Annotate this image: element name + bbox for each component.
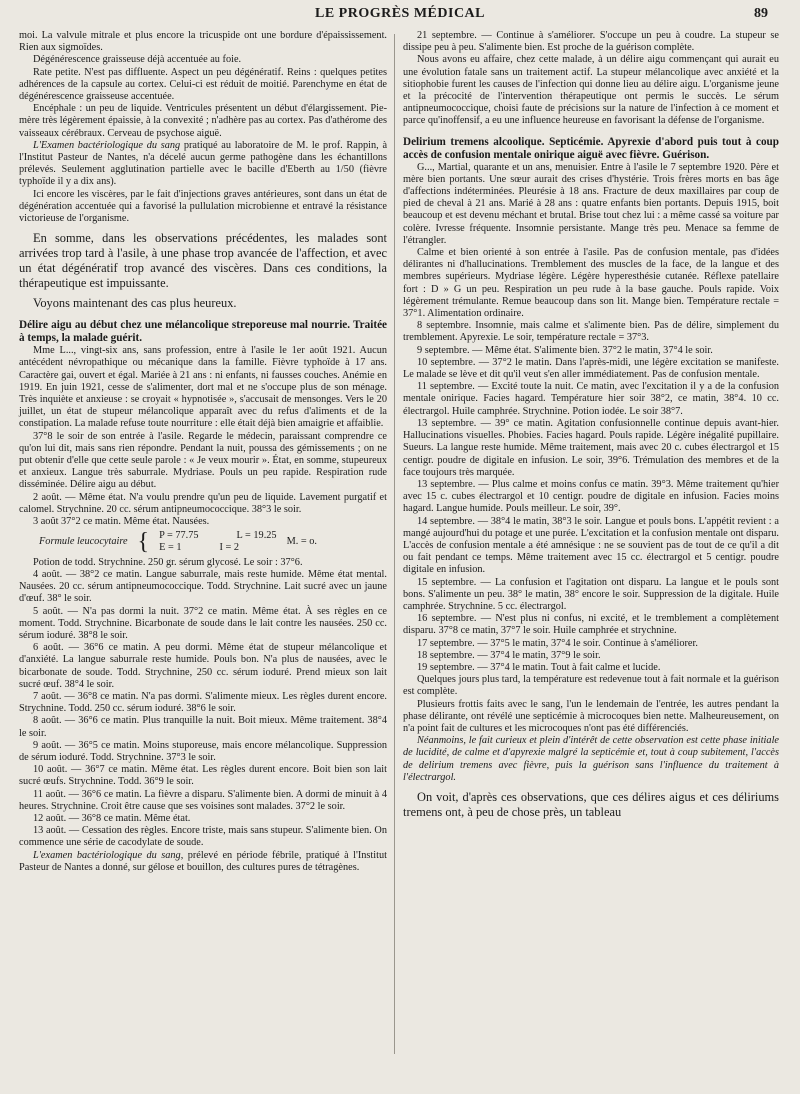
brace-glyph: { [137,529,150,556]
paragraph: Rate petite. N'est pas diffluente. Aspect un peu dégénératif. Reins : quelques petites adhérences de la capsule au cortex. Celui-ci est réduit de moitié. Parenchyme en état de dégénérescence graisseuse accentuée. [19,66,387,103]
page-header [0,4,800,24]
left-column [19,30,387,874]
column-divider [394,34,395,1054]
paragraph: 13 septembre. — Plus calme et moins confus ce matin. 39°3. Même traitement qu'hier avec 15 c. cubes électrargol et 10 centigr. poudre de digitale en infusion. Facies moins hagard. Langue humide. Pouls meilleur. Le soir, 39°. [403,478,779,515]
case-heading: Delirium tremens alcoolique. Septicémie. Apyrexie d'abord puis tout à coup accès de confusion mentale onirique aiguë avec fièvre. Guérison. [403,135,779,161]
paragraph: Potion de todd. Strychnine. 250 gr. sérum glycosé. Le soir : 37°6. [33,556,303,568]
transition-line: Voyons maintenant des cas plus heureux. [33,296,237,311]
summary-paragraph: En somme, dans les observations précédentes, les malades sont arrivées trop tard à l'asile, à une phase trop avancée de l'affection, et avec un état dégénératif trop avancé des viscères. Dans ces conditions, la thérapeutique est impuissante. [19,231,387,290]
paragraph: 6 août. — 36°6 ce matin. A peu dormi. Même état de stupeur mélancolique et d'anxiété. La langue saburrale reste humide. Pouls bon. N'a plus de nausées, avec le bicarbonate de soude. Todd. Strychnine, 250 cc. sérum ioduré. Prend mieux son lait sucré œuf. 38°4 le soir. [19,642,387,690]
paragraph: 21 septembre. — Continue à s'améliorer. S'occupe un peu à coudre. La stupeur se dissipe peu à peu. S'alimente bien. Est proche de la guérison complète. [403,30,779,54]
formula-l: L = 19.25 [236,530,277,542]
leukocyte-formula [39,530,387,554]
formula-i: I = 2 [219,542,240,554]
paragraph [19,140,387,189]
paragraph: Quelques jours plus tard, la température est redevenue tout à fait normale et la guérison est complète. [403,674,779,698]
formula-label: Formule leucocytaire [39,536,128,548]
italic-commentary: Néanmoins, le fait curieux et plein d'intérêt de cette observation est cette phase initiale de lucidité, de calme et d'apyrexie malgré la septicémie et, tout à coup subitement, l'accès de delirium tremens avec fièvre, puis la guérison sans l'influence du traitement à l'électrargol. [403,735,779,783]
paragraph: G..., Martial, quarante et un ans, menuisier. Entre à l'asile le 7 septembre 1920. Père et mère bien portants. Une sœur aurait des crises d'hystérie. Trois frères morts en bas âge d'affections indéterminées. Pleurésie à 18 ans. Fracture de deux maxillaires par coup de pied de cheval à 21 ans. Marié à 28 ans : quatre enfants bien portants. Depuis 1915, boit beaucoup et est devenu méchant et brutal. Brise tout chez lui : a même cassé sa voiture par colère. Ivresse fréquente. Insomnie persistante. Mange très peu. Menace sa femme de l'étrangler. [403,161,779,246]
formula-values [159,530,277,554]
paragraph-text: , prélevé en période fébrile, pratiqué à l'Institut Pasteur de Nantes a donné, sur gélose et bouillon, des cultures pures de tétragènes. [19,849,387,873]
formula-m: M. = o. [286,536,317,548]
paragraph: 8 août. — 36°6 ce matin. Plus tranquille la nuit. Boit mieux. Même traitement. 38°4 le soir. [19,715,387,739]
paragraph: 11 août. — 36°6 ce matin. La fièvre a disparu. S'alimente bien. A dormi de minuit à 4 heures. Strychnine. Croit être cause que ses voisines sont malades. 37°2 le soir. [19,788,387,812]
paragraph: 14 septembre. — 38°4 le matin, 38°3 le soir. Langue et pouls bons. L'appétit revient : a mangé aujourd'hui du potage et une purée. L'excitation et la confusion mentale ont disparu. L'accès de confusion mentale a été amnésique : ne se souvient pas de tout de ce qu'il a dit ou fait pendant ce temps. Même traitement avec 15 cc. électrargol et 5 centigr. poudre digitale en infusion. [403,515,779,576]
paragraph: 16 septembre. — N'est plus ni confus, ni excité, et le tremblement a complètement disparu. 37°8 ce matin, 37°7 le soir. Huile camphrée et strychnine. [403,613,779,637]
paragraph: 10 septembre. — 37°2 le matin. Dans l'après-midi, une légère excitation se manifeste. Le malade se lève et dit qu'il veut s'en aller immédiatement. Pas de confusion mentale. [403,356,779,381]
paragraph: Nous avons eu affaire, chez cette malade, à un délire aigu commençant qui aurait eu une évolution fatale sans un traitement actif. La stupeur mélancolique avec anxiété et la sitiophobie furent les causes de l'infection qui donne lieu au délire aigu. L'organisme jeune et la précocité de l'intervention thérapeutique ont permis le succès. Le sérum antipneumococcique, choisi faute de précisions sur la nature de l'infection à ce moment et parce qu'inoffensif, a eu une influence heureuse en favorisant la défense de l'organisme. [403,54,779,127]
paragraph: Plusieurs frottis faits avec le sang, l'un le lendemain de l'entrée, les autres pendant la phase délirante, ont révélé une septicémie à microcoques bien nette. Malheureusement, on n'a point fait de cultures et les microcoques n'ont pas été différenciés. [403,698,779,734]
paragraph: 4 août. — 38°2 ce matin. Langue saburrale, mais reste humide. Même état mental. Nausées. 20 cc. sérum antipneumococcique. Todd. Strychnine. Lait sucré avec un jaune d'œuf. 38° le soir. [19,568,387,605]
paragraph: 9 août. — 36°5 ce matin. Moins stuporeuse, mais encore mélancolique. Suppression de sérum ioduré. Todd. Strychnine. 37°3 le soir. [19,739,387,763]
paragraph: 7 août. — 36°8 ce matin. N'a pas dormi. S'alimente mieux. Les règles durent encore. Strychnine. Todd. 250 cc. sérum ioduré. 38°6 le soir. [19,690,387,715]
paragraph: 10 août. — 36°7 ce matin. Même état. Les règles durent encore. Boit bien son lait sucré œufs. Strychnine. Todd. 36°9 le soir. [19,764,387,788]
paragraph: 15 septembre. — La confusion et l'agitation ont disparu. La langue et le pouls sont bons. S'alimente un peu. 38° le matin, 38° encore le soir. Suppression de la digitale. Huile camphrée. Strychnine. 5 cc. électrargol. [403,576,779,612]
paragraph: 11 septembre. — Excité toute la nuit. Ce matin, avec l'excitation il y a de la confusion mentale onirique. Facies hagard. Température hier soir 38°2, ce matin, 38°4. 10 cc. électrargol. Huile camphrée. Strychnine. Potion iodée. Le soir 38°7. [403,381,779,417]
formula-e: E = 1 [159,542,182,554]
paragraph: Calme et bien orienté à son entrée à l'asile. Pas de confusion mentale, pas d'idées délirantes ni d'hallucinations. Tremblement des muscles de la face, de la langue et des membres supérieurs. Mydriase légère. Légère hyperesthésie cutanée. Réflexe patellaire fort : D » G un peu. Respiration un peu rude à la base gauche. Pouls rapide. Voix légèrement trémulante. Remue beaucoup dans son lit. Mange bien. Température rectale = 37°1. Alimentation ordinaire. [403,247,779,320]
paragraph: Encéphale : un peu de liquide. Ventricules présentent un début d'élargissement. Pie-mère très légèrement épaissie, à la convexité ; n'adhère pas au cortex. Pas d'athérome des vaisseaux cérébraux. Cerveau de psychose aiguë. [19,103,387,139]
formula-p: P = 77.75 [159,530,199,542]
paragraph: 2 août. — Même état. N'a voulu prendre qu'un peu de liquide. Lavement purgatif et calomel. Strychnine. 20 cc. sérum antipneumococcique. 38°3 le soir. [19,491,387,515]
conclusion-paragraph: On voit, d'après ces observations, que ces délires aigus et ces déliriums tremens ont, à peu de chose près, un tableau [403,789,779,819]
right-column [403,30,779,820]
paragraph: 13 août. — Cessation des règles. Encore triste, mais sans stupeur. S'alimente bien. On commence une série de cacodylate de soude. [19,825,387,849]
page-number: 89 [754,6,768,21]
italic-term: L'examen bactériologique du sang [33,849,181,861]
paragraph: 8 septembre. Insomnie, mais calme et s'alimente bien. Pas de délire, simplement du tremblement. Apyrexie. Le soir, température rectale = 37°3. [403,320,779,344]
case-heading: Délire aigu au début chez une mélancolique streporeuse mal nourrie. Traitée à temps, la malade guérit. [19,319,387,345]
paragraph: moi. La valvule mitrale et plus encore la tricuspide ont une bordure d'épaississement. Rien aux sigmoïdes. [19,30,387,54]
journal-title: LE PROGRÈS MÉDICAL [314,6,486,21]
paragraph: 19 septembre. — 37°4 le matin. Tout à fait calme et lucide. [417,661,661,673]
paragraph: 12 août. — 36°8 ce matin. Même état. [33,812,191,824]
paragraph-text: pratiqué au laboratoire de M. le prof. Rappin, à l'Institut Pasteur de Nantes, n'a décelé aucun germe pathogène dans les échantillons prélevés. Seulement agglutination partielle avec le bacille d'Eberth au 1/50 (fièvre typhoïde il y a dix ans). [19,139,388,188]
paragraph [19,850,387,874]
paragraph: Mme L..., vingt-six ans, sans profession, entre à l'asile le 1er août 1921. Aucun antécédent névropathique ou mécanique dans la famille. Fièvre typhoïde à 17 ans. Caractère gai, ouvert et égal. Mariée à 21 ans : ni enfants, ni fausses couches. Anémie en 1919. En juin 1921, cesse de s'alimenter, dort mal et ne s'occupe plus de son ménage. Très inquiète et anxieuse : se croyait « hypnotisée », s'accusait de mensonges. Vers le 20 juillet, un état de stupeur mélancolique apparaît avec du refus d'aliments et de la constipation. La malade refuse toute nourriture : elle était déjà bien amaigrie et affaiblie. [19,345,387,430]
paragraph: Ici encore les viscères, par le fait d'injections graves antérieures, sont dans un état de dégénération accentuée qui a favorisé la pullulation microbienne et entravé la résistance victorieuse de l'organisme. [19,188,387,225]
paragraph: 9 septembre. — Même état. S'alimente bien. 37°2 le matin, 37°4 le soir. [417,344,713,356]
paragraph: 5 août. — N'a pas dormi la nuit. 37°2 ce matin. Même état. À ses règles en ce moment. Todd. Strychnine. Bicarbonate de soude dans le lait contre les nausées. 250 cc. sérum ioduré. 38°8 le soir. [19,605,387,641]
paragraph: 13 septembre. — 39° ce matin. Agitation confusionnelle continue depuis avant-hier. Hallucinations visuelles. Phobies. Facies hagard. Pouls rapide. Légère inégalité pupillaire. Sueurs. La langue reste humide. Même traitement, mais avec 20 c. cubes électrargol et 15 centigr. poudre de digitale en infusion. Le soir, 39°6. Trémulation des membres et de la face toujours très marquée. [403,417,779,478]
paragraph: 18 septembre. — 37°4 le matin, 37°9 le soir. [417,649,601,661]
paragraph: 17 septembre. — 37°5 le matin, 37°4 le soir. Continue à s'améliorer. [417,637,698,649]
italic-term: L'Examen bactériologique du sang [33,139,181,151]
paragraph: Dégénérescence graisseuse déjà accentuée au foie. [33,54,242,66]
paragraph: 37°8 le soir de son entrée à l'asile. Regarde le médecin, paraissant comprendre ce qu'on lui dit, mais sans rien répondre. Pendant la nuit, poussa des gémissements ; on ne put obtenir d'elle que cette seule parole : « Je veux mourir ». État, en somme, stupeureux et anxieux. Langue très saburrale. Mydriase. Pouls un peu rapide. Respiration rude disséminée. Délire aigu au début. [19,430,387,491]
paragraph: 3 août 37°2 ce matin. Même état. Nausées. [33,516,210,528]
